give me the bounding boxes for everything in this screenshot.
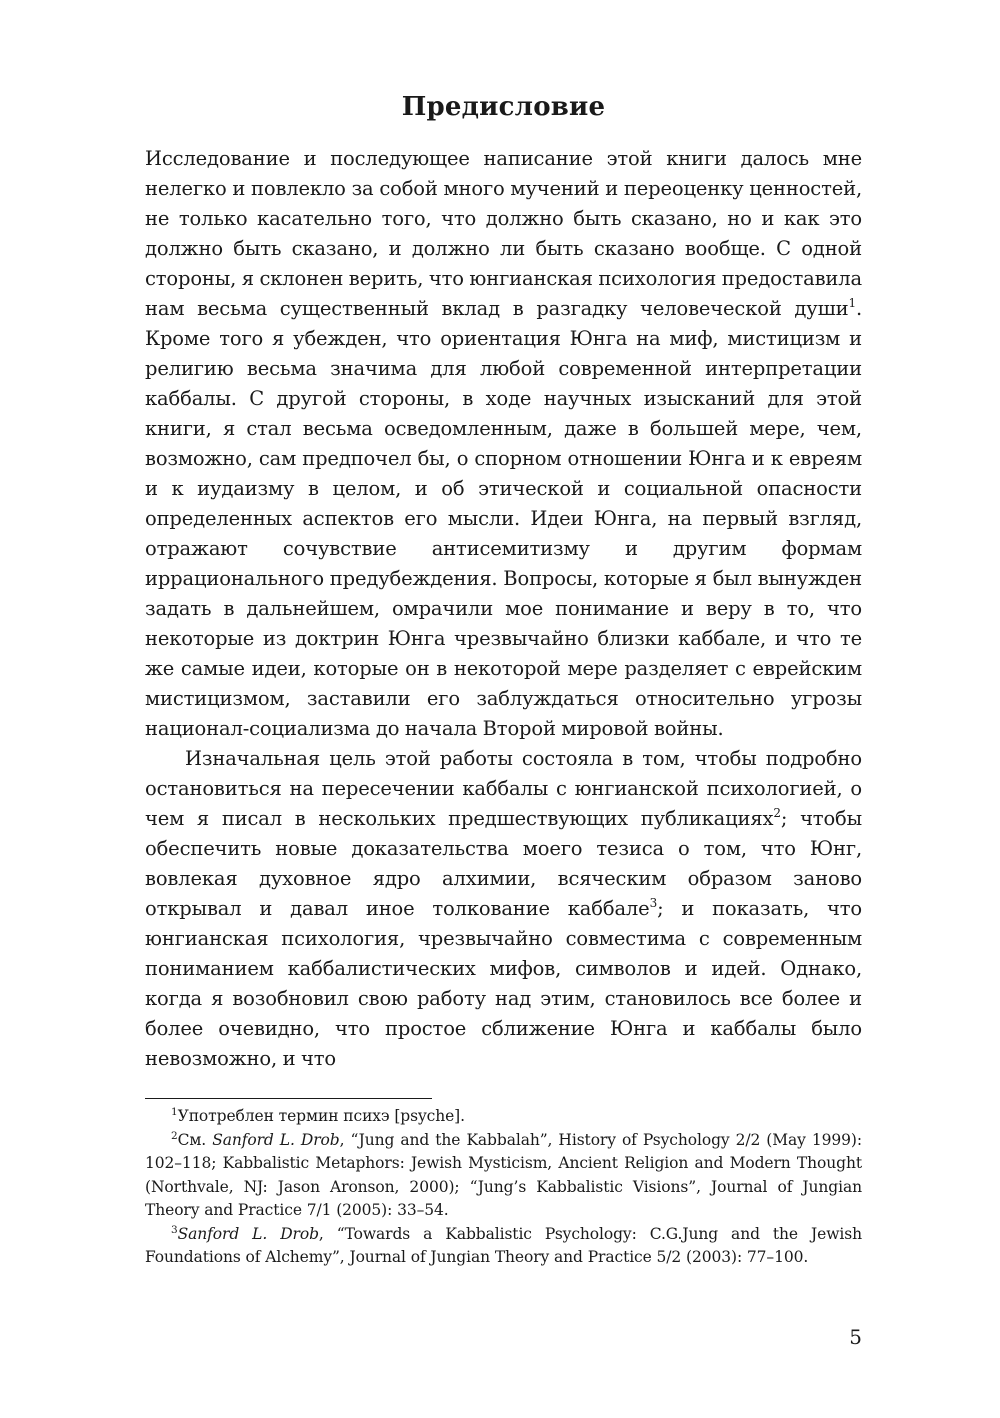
page-number: 5 bbox=[849, 1325, 862, 1349]
footnote-1 bbox=[145, 1105, 862, 1129]
footnote-divider bbox=[145, 1098, 432, 1099]
paragraph-2-text-b: ; чтобы обеспечить новые доказательства моего тезиса о том, что Юнг, вовлекая духовное ядро алхимии, всяческим образом заново открывал и давал иное толкование каббале bbox=[145, 807, 862, 920]
footnote-ref-2[interactable]: 2 bbox=[773, 806, 781, 820]
body-text bbox=[145, 144, 862, 1074]
footnote-mark-3: 3 bbox=[171, 1223, 178, 1236]
paragraph-1 bbox=[145, 144, 862, 744]
paragraph-2-text-a: Изначальная цель этой работы состояла в том, чтобы подробно остановиться на пересечении каббалы с юнгианской психологией, о чем я писал в нескольких предшествующих публикациях bbox=[145, 747, 862, 830]
footnote-2 bbox=[145, 1129, 862, 1223]
footnote-ref-3[interactable]: 3 bbox=[649, 896, 658, 910]
footnote-mark-1: 1 bbox=[171, 1106, 178, 1118]
paragraph-1-text-b: . Кроме того я убежден, что ориентация Юнга на миф, мистицизм и религию весьма значима для любой современной интерпретации каббалы. С другой стороны, в ходе научных изысканий для этой книги, я стал весьма осведомленным, даже в большей мере, чем, возможно, сам предпочел бы, о спорном отношении Юнга и к евреям и к иудаизму в целом, и об этической и социальной опасности определенных аспектов его мысли. Идеи Юнга, на первый взгляд, отражают сочувствие антисемитизму и другим формам иррационального предубеждения. Вопросы, которые я был вынужден задать в дальнейшем, омрачили мое понимание и веру в то, что некоторые из доктрин Юнга чрезвычайно близки каббале, и что те же самые идеи, которые он в некоторой мере разделяет с еврейским мистицизмом, заставили его заблуждаться относительно угрозы национал-социализма до начала Второй мировой войны. bbox=[145, 297, 862, 740]
footnote-3-author: Sanford L. Drob bbox=[177, 1224, 319, 1243]
paragraph-2 bbox=[145, 744, 862, 1074]
footnotes bbox=[145, 1105, 862, 1270]
page-content bbox=[145, 92, 862, 1270]
footnote-2-prefix: См. bbox=[177, 1130, 213, 1149]
paragraph-2-text-c: ; и показать, что юнгианская психология, чрезвычайно совместима с современным пониманием каббалистических мифов, символов и идей. Однако, когда я возобновил свою работу над этим, становилось все более и более очевидно, что простое сближение Юнга и каббалы было невозможно, и что bbox=[145, 897, 862, 1070]
footnote-3-text: , “Towards a Kabbalistic Psychology: C.G.Jung and the Jewish Foundations of Alchemy”, Journal of Jungian Theory and Practice 5/2 (2003): 77–100. bbox=[145, 1224, 862, 1266]
footnote-ref-1[interactable]: 1 bbox=[848, 296, 856, 310]
chapter-title: Предисловие bbox=[401, 92, 606, 122]
footnote-mark-2: 2 bbox=[171, 1129, 178, 1142]
footnote-2-text: , “Jung and the Kabbalah”, History of Psychology 2/2 (May 1999): 102–118; Kabbalistic Metaphors: Jewish Mysticism, Ancient Religion and Modern Thought (Northvale, NJ: Jason Aronson, 2000); “Jung’s Kabbalistic Visions”, Journal of Jungian Theory and Practice 7/1 (2005): 33–54. bbox=[145, 1130, 862, 1219]
paragraph-1-text-a: Исследование и последующее написание этой книги далось мне нелегко и повлекло за собой много мучений и переоценку ценностей, не только касательно того, что должно быть сказано, но и как это должно быть сказано, и должно ли быть сказано вообще. С одной стороны, я склонен верить, что юнгианская психология предоставила нам весьма существенный вклад в разгадку человеческой души bbox=[145, 147, 862, 320]
footnote-1-text: Употреблен термин психэ [psyche]. bbox=[177, 1107, 465, 1125]
footnote-3 bbox=[145, 1223, 862, 1270]
footnote-2-author: Sanford L. Drob bbox=[212, 1130, 340, 1149]
